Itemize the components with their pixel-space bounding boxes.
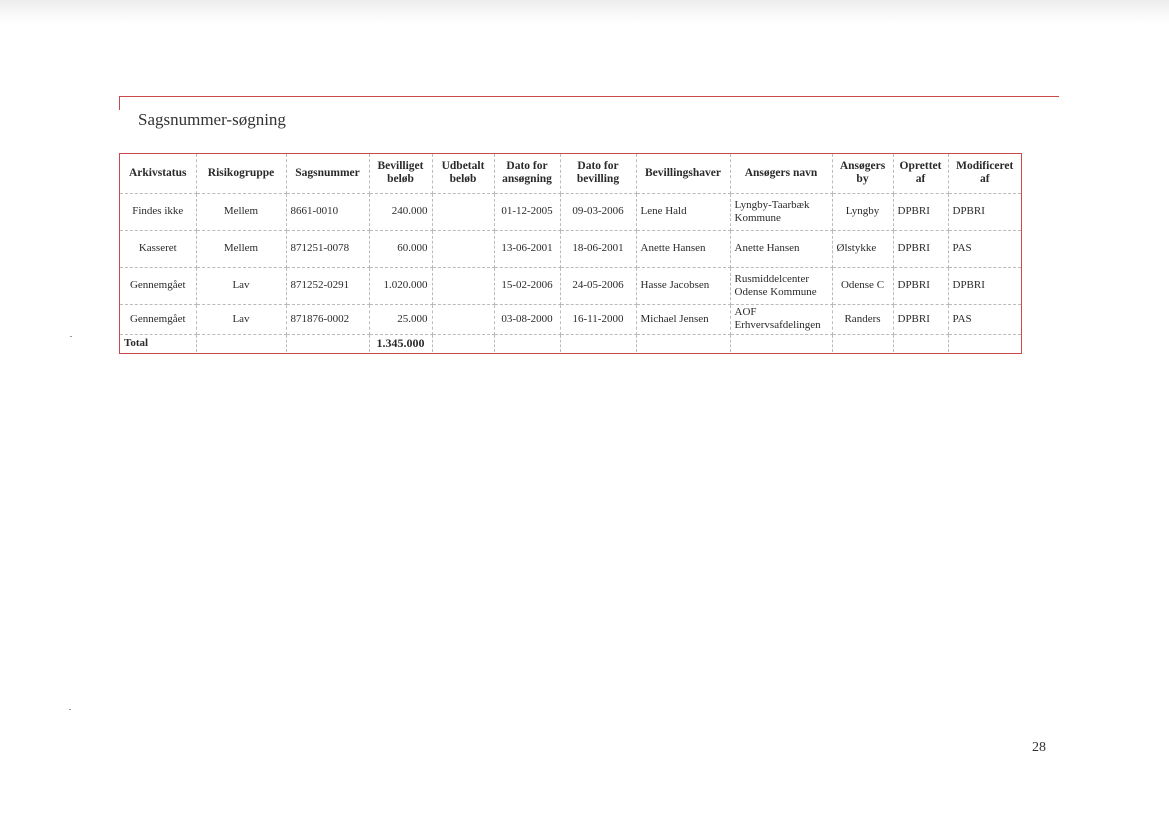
scan-speck [70,336,72,337]
cell-bevillingshaver: Hasse Jacobsen [636,267,730,304]
column-header-arkivstatus[interactable]: Arkivstatus [120,154,196,193]
cell-risikogruppe: Mellem [196,193,286,230]
cell-arkivstatus: Findes ikke [120,193,196,230]
column-header-udbetalt-beloeb[interactable]: Udbetalt beløb [432,154,494,193]
total-empty-cell [432,334,494,352]
cell-bevilliget-beloeb: 240.000 [369,193,432,230]
scan-shadow [0,0,1169,24]
cell-bevilliget-beloeb: 60.000 [369,230,432,267]
cell-udbetalt-beloeb [432,193,494,230]
total-empty-cell [636,334,730,352]
total-empty-cell [832,334,893,352]
results-table-frame [119,153,1022,354]
total-empty-cell [730,334,832,352]
cell-ansoegers-by: Randers [832,304,893,334]
cell-risikogruppe: Mellem [196,230,286,267]
cell-udbetalt-beloeb [432,230,494,267]
cell-oprettet-af: DPBRI [893,304,948,334]
total-empty-cell [196,334,286,352]
cell-dato-ansoegning: 03-08-2000 [494,304,560,334]
cell-modificeret-af: DPBRI [948,193,1021,230]
cell-dato-bevilling: 18-06-2001 [560,230,636,267]
scan-speck [69,709,71,710]
column-header-ansoegers-by[interactable]: Ansøgers by [832,154,893,193]
cell-ansoegers-by: Ølstykke [832,230,893,267]
cell-ansoegers-navn: Rusmiddelcenter Odense Kommune [730,267,832,304]
cell-dato-ansoegning: 15-02-2006 [494,267,560,304]
cell-ansoegers-navn: Lyngby-Taarbæk Kommune [730,193,832,230]
total-empty-cell [286,334,369,352]
cell-arkivstatus: Gennemgået [120,267,196,304]
cell-dato-bevilling: 16-11-2000 [560,304,636,334]
results-table [120,154,1021,352]
cell-bevillingshaver: Anette Hansen [636,230,730,267]
cell-arkivstatus: Gennemgået [120,304,196,334]
column-header-modificeret-af[interactable]: Modificeret af [948,154,1021,193]
header-rule-tick [119,96,120,110]
cell-ansoegers-by: Odense C [832,267,893,304]
column-header-ansoegers-navn[interactable]: Ansøgers navn [730,154,832,193]
column-header-risikogruppe[interactable]: Risikogruppe [196,154,286,193]
cell-sagsnummer: 871252-0291 [286,267,369,304]
table-row[interactable] [120,230,1021,267]
column-header-sagsnummer[interactable]: Sagsnummer [286,154,369,193]
table-row[interactable] [120,193,1021,230]
cell-arkivstatus: Kasseret [120,230,196,267]
cell-sagsnummer: 8661-0010 [286,193,369,230]
cell-dato-bevilling: 24-05-2006 [560,267,636,304]
cell-modificeret-af: PAS [948,304,1021,334]
total-row [120,334,1021,352]
cell-ansoegers-navn: AOF Erhvervsafdelingen [730,304,832,334]
table-header-row [120,154,1021,193]
cell-bevillingshaver: Lene Hald [636,193,730,230]
total-amount: 1.345.000 [369,334,432,352]
cell-modificeret-af: DPBRI [948,267,1021,304]
total-empty-cell [494,334,560,352]
cell-dato-ansoegning: 01-12-2005 [494,193,560,230]
cell-ansoegers-navn: Anette Hansen [730,230,832,267]
cell-dato-bevilling: 09-03-2006 [560,193,636,230]
total-empty-cell [948,334,1021,352]
column-header-bevillingshaver[interactable]: Bevillingshaver [636,154,730,193]
column-header-dato-bevilling[interactable]: Dato for bevilling [560,154,636,193]
cell-sagsnummer: 871251-0078 [286,230,369,267]
column-header-oprettet-af[interactable]: Oprettet af [893,154,948,193]
total-empty-cell [893,334,948,352]
table-row[interactable] [120,304,1021,334]
column-header-bevilliget-beloeb[interactable]: Bevilliget beløb [369,154,432,193]
cell-udbetalt-beloeb [432,304,494,334]
cell-oprettet-af: DPBRI [893,193,948,230]
cell-dato-ansoegning: 13-06-2001 [494,230,560,267]
page-number: 28 [1032,740,1046,755]
cell-udbetalt-beloeb [432,267,494,304]
cell-risikogruppe: Lav [196,267,286,304]
cell-sagsnummer: 871876-0002 [286,304,369,334]
cell-oprettet-af: DPBRI [893,230,948,267]
cell-ansoegers-by: Lyngby [832,193,893,230]
cell-bevillingshaver: Michael Jensen [636,304,730,334]
total-label: Total [120,334,196,352]
cell-risikogruppe: Lav [196,304,286,334]
cell-oprettet-af: DPBRI [893,267,948,304]
column-header-dato-ansoegning[interactable]: Dato for ansøgning [494,154,560,193]
page-title: Sagsnummer-søgning [138,110,286,129]
table-row[interactable] [120,267,1021,304]
cell-bevilliget-beloeb: 25.000 [369,304,432,334]
header-rule [119,96,1059,97]
cell-modificeret-af: PAS [948,230,1021,267]
cell-bevilliget-beloeb: 1.020.000 [369,267,432,304]
total-empty-cell [560,334,636,352]
